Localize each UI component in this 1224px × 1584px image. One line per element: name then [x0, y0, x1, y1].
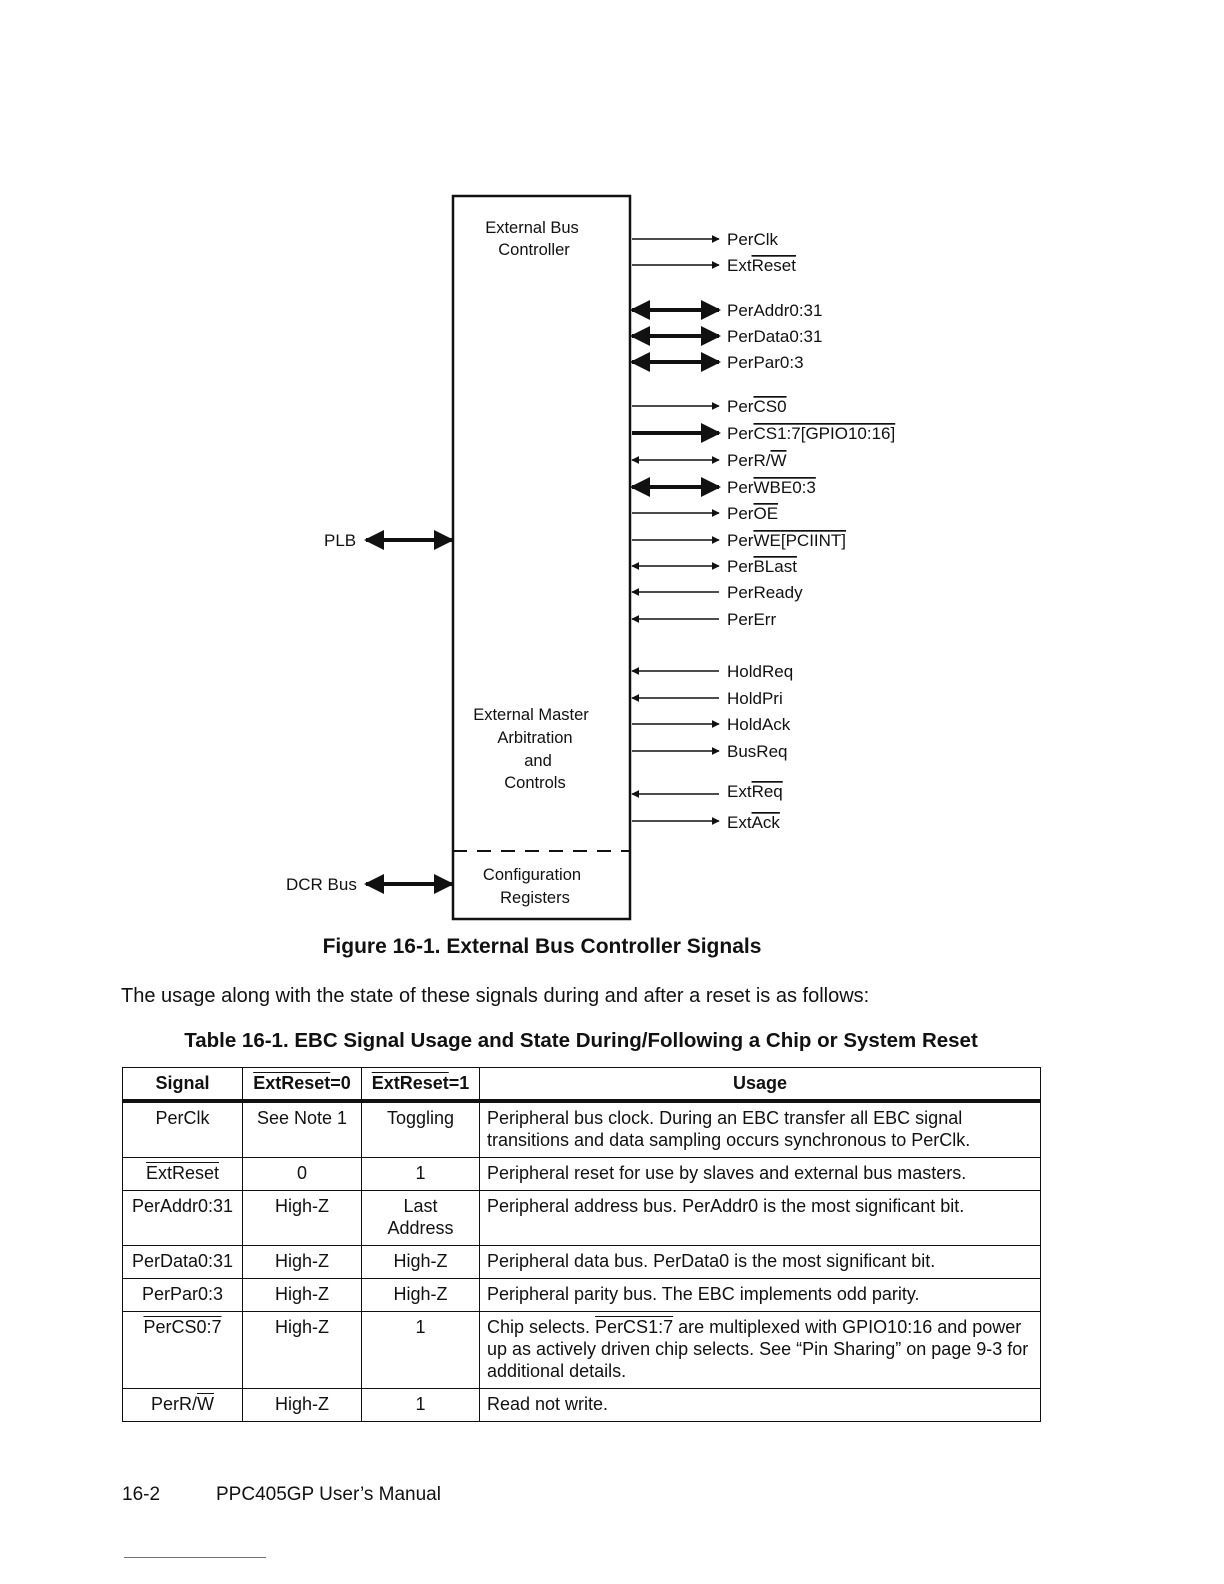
signal-label: ExtAck — [727, 813, 780, 832]
manual-title: PPC405GP User’s Manual — [216, 1484, 441, 1505]
table-row — [123, 1312, 1041, 1389]
ebc-title-line-2: Controller — [498, 241, 570, 259]
page-footer — [122, 1484, 441, 1506]
cell-reset1: High-Z — [362, 1246, 480, 1279]
cell-usage: Peripheral data bus. PerData0 is the most significant bit. — [480, 1246, 1041, 1279]
cell-signal — [123, 1191, 243, 1246]
signal-name: PerClk — [155, 1108, 210, 1128]
ebc-title-line-1: External Bus — [485, 219, 579, 237]
cell-signal — [123, 1158, 243, 1191]
figure-caption: Figure 16-1. External Bus Controller Signals — [322, 935, 762, 958]
col-header-reset1 — [362, 1068, 480, 1102]
config-title-line-2: Registers — [500, 889, 570, 907]
signal-label: HoldAck — [727, 715, 791, 734]
signal-label: PerWBE0:3 — [727, 478, 816, 497]
ema-title-line-2: Arbitration — [497, 729, 573, 747]
cell-reset0: High-Z — [243, 1279, 362, 1312]
reset0-overbar: ExtReset — [253, 1073, 331, 1093]
col-header-reset0 — [243, 1068, 362, 1102]
cell-reset1: 1 — [362, 1158, 480, 1191]
signal-overbar: $\overline{W}$ — [197, 1394, 214, 1414]
config-title-line-1: Configuration — [482, 866, 582, 884]
table-caption: Table 16-1. EBC Signal Usage and State During/Following a Chip or System Reset — [184, 1029, 978, 1052]
signal-label: PerCS0 — [727, 397, 787, 416]
table-row — [123, 1101, 1041, 1158]
cell-reset1: High-Z — [362, 1279, 480, 1312]
signal-label: PerReady — [727, 583, 803, 602]
reset1-overbar: ExtReset — [371, 1073, 449, 1093]
signal-name: PerData0:31 — [131, 1251, 234, 1271]
cell-usage: Peripheral reset for use by slaves and external bus masters. — [480, 1158, 1041, 1191]
reset0-suffix: =0 — [330, 1073, 351, 1093]
signal-table — [122, 1067, 1041, 1422]
ebc-block — [453, 196, 630, 919]
cell-reset0: High-Z — [243, 1389, 362, 1422]
footer-rule — [124, 1557, 266, 1558]
signal-lines — [632, 239, 719, 821]
table-row — [123, 1389, 1041, 1422]
cell-reset0: See Note 1 — [243, 1101, 362, 1158]
signal-label: ExtReq — [727, 782, 783, 801]
signal-label: PerR/W — [727, 451, 787, 470]
signal-label: PerWE[PCIINT] — [727, 531, 847, 550]
signal-label: PerErr — [727, 610, 777, 629]
intro-paragraph: The usage along with the state of these signals during and after a reset is as follows: — [121, 985, 870, 1007]
signal-label: PerCS1:7[GPIO10:16] — [727, 424, 896, 443]
signal-label: PerAddr0:31 — [727, 301, 823, 320]
cell-reset0: High-Z — [243, 1191, 362, 1246]
cell-signal — [123, 1246, 243, 1279]
cell-signal — [123, 1312, 243, 1389]
col-header-usage: Usage — [480, 1068, 1041, 1102]
usage-overbar: PerCS1:7 — [595, 1317, 674, 1337]
signal-label: PerClk — [727, 230, 779, 249]
cell-reset1: 1 — [362, 1312, 480, 1389]
table-row — [123, 1191, 1041, 1246]
reset1-suffix: =1 — [448, 1073, 470, 1093]
cell-reset1: 1 — [362, 1389, 480, 1422]
signal-label: PerOE — [727, 504, 779, 523]
signal-labels — [727, 230, 895, 832]
signal-label: PerBLast — [727, 557, 797, 576]
table-row — [123, 1246, 1041, 1279]
signal-label: HoldPri — [727, 689, 783, 708]
cell-signal — [123, 1101, 243, 1158]
ema-title-line-3: and — [524, 752, 552, 770]
table-header-row — [123, 1068, 1041, 1102]
ema-title-line-1: External Master — [473, 706, 589, 724]
signal-label: PerPar0:3 — [727, 353, 804, 372]
cell-signal — [123, 1279, 243, 1312]
page-number: 16-2 — [122, 1484, 161, 1505]
signal-name: PerAddr0:31 — [131, 1196, 234, 1216]
cell-usage: Peripheral address bus. PerAddr0 is the most significant bit. — [480, 1191, 1041, 1246]
signal-name: PerR/ — [150, 1394, 197, 1414]
table-row — [123, 1158, 1041, 1191]
table-row — [123, 1279, 1041, 1312]
signal-name: ExtReset — [145, 1163, 220, 1183]
cell-reset1: Toggling — [362, 1101, 480, 1158]
cell-signal — [123, 1389, 243, 1422]
cell-reset0: High-Z — [243, 1246, 362, 1279]
signal-label: PerData0:31 — [727, 327, 823, 346]
signal-label: ExtReset — [727, 256, 796, 275]
usage-text: Chip selects. — [487, 1317, 596, 1337]
signal-name: PerCS0:7 — [143, 1317, 222, 1337]
signal-label: HoldReq — [727, 662, 794, 681]
col-header-signal: Signal — [123, 1068, 243, 1102]
cell-usage: Read not write. — [480, 1389, 1041, 1422]
cell-reset0: High-Z — [243, 1312, 362, 1389]
signal-label: BusReq — [727, 742, 788, 761]
usage-text: are multiplexed with GPIO10:16 and power up as actively driven chip selects. See “Pin Sharing” on page 9-3 for additional details. — [487, 1317, 1029, 1381]
dcr-bus-label: DCR Bus — [286, 875, 357, 894]
cell-reset0: 0 — [243, 1158, 362, 1191]
cell-usage: Peripheral parity bus. The EBC implements odd parity. — [480, 1279, 1041, 1312]
plb-label: PLB — [324, 531, 357, 550]
cell-reset1: Last Address — [362, 1191, 480, 1246]
ema-title-line-4: Controls — [504, 774, 566, 792]
cell-usage — [480, 1312, 1041, 1389]
cell-usage: Peripheral bus clock. During an EBC transfer all EBC signal transitions and data sampling occurs synchronous to PerClk. — [480, 1101, 1041, 1158]
signal-name: PerPar0:3 — [141, 1284, 224, 1304]
